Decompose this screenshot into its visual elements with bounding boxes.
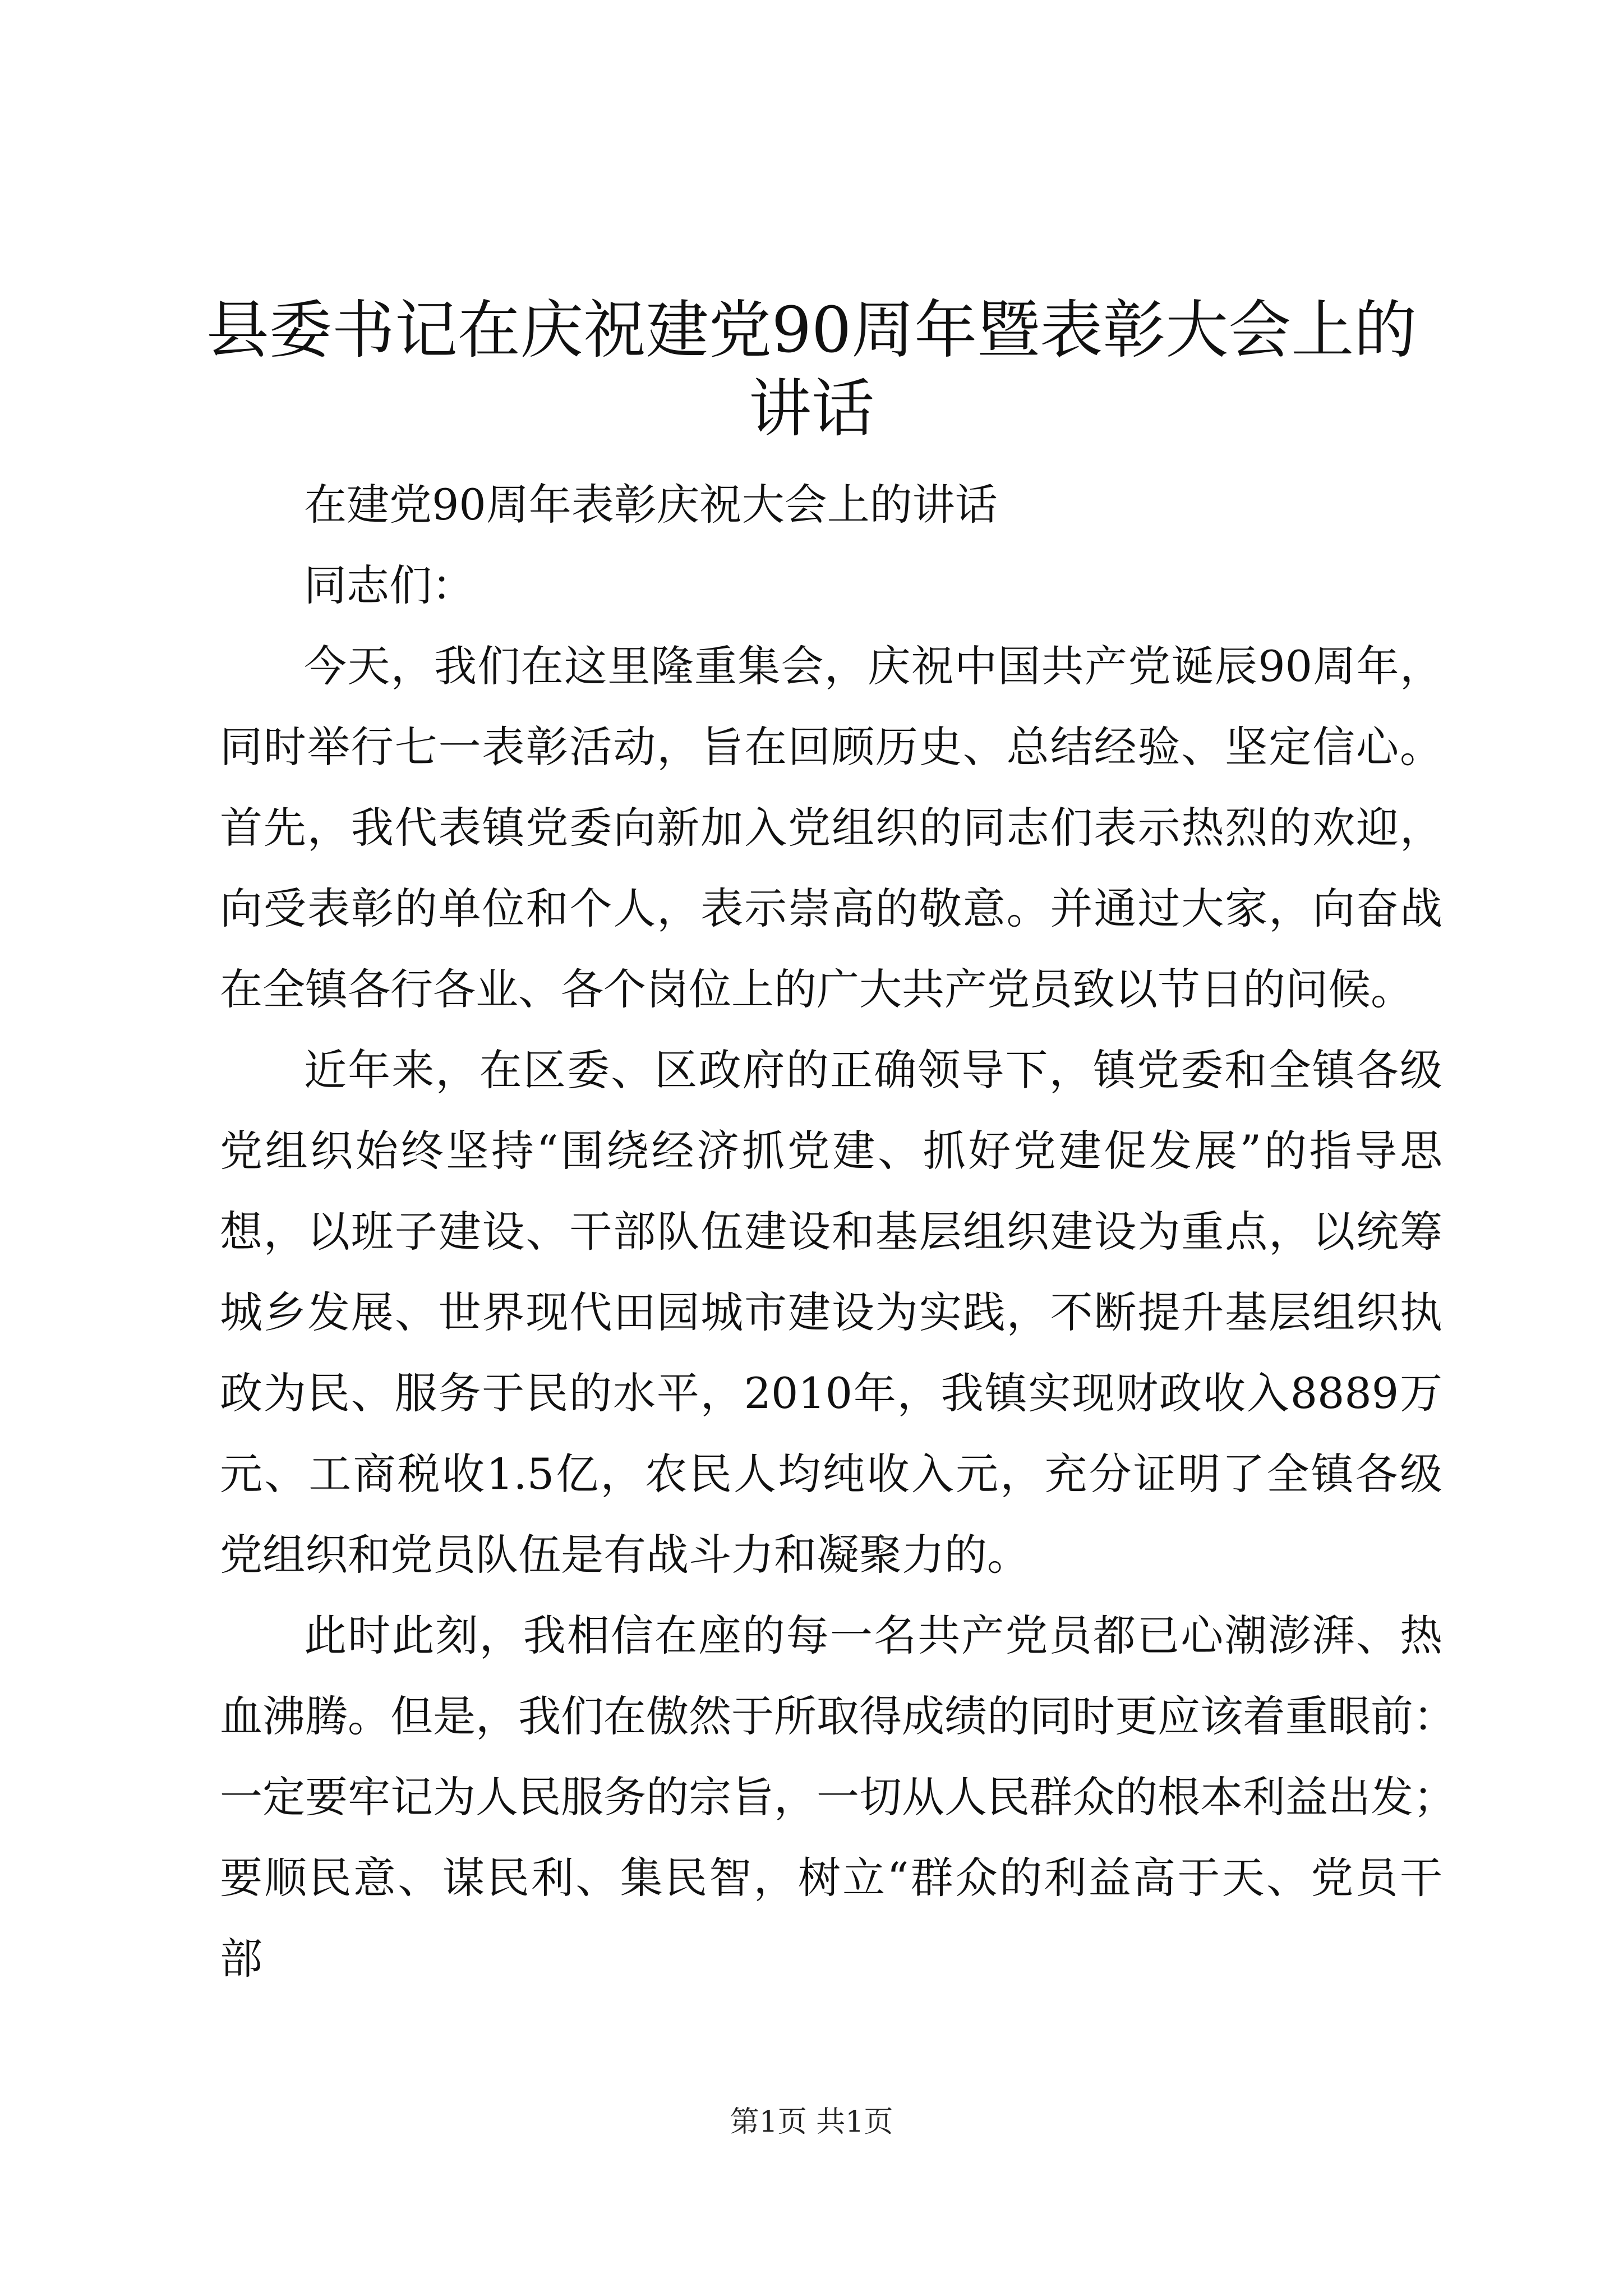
paragraph-line: 部 [220,1934,262,1984]
document-title-line1: 县委书记在庆祝建党90周年暨表彰大会上的 [206,294,1417,367]
paragraph-line: 一定要牢记为人民服务的宗旨，一切从人民群众的根本利益出发； [220,1772,1456,1822]
subtitle-line: 在建党90周年表彰庆祝大会上的讲话 [304,480,998,530]
paragraph-line: 想，以班子建设、干部队伍建设和基层组织建设为重点，以统筹 [220,1207,1442,1257]
paragraph-line: 血沸腾。但是，我们在傲然于所取得成绩的同时更应该着重眼前： [220,1691,1456,1741]
paragraph-line: 党组织始终坚持“围绕经济抓党建、抓好党建促发展”的指导思 [220,1126,1442,1176]
paragraph-line: 今天，我们在这里隆重集会，庆祝中国共产党诞辰90周年， [304,641,1442,691]
paragraph-line: 近年来，在区委、区政府的正确领导下，镇党委和全镇各级 [304,1045,1442,1095]
paragraph-line: 首先，我代表镇党委向新加入党组织的同志们表示热烈的欢迎， [220,803,1442,853]
paragraph-line: 在全镇各行各业、各个岗位上的广大共产党员致以节日的问候。 [220,964,1413,1014]
paragraph-line: 政为民、服务于民的水平，2010年，我镇实现财政收入8889万 [220,1368,1442,1418]
paragraph-line: 向受表彰的单位和个人，表示崇高的敬意。并通过大家，向奋战 [220,884,1442,933]
paragraph-line: 此时此刻，我相信在座的每一名共产党员都已心潮澎湃、热 [304,1611,1442,1660]
paragraph-line: 同时举行七一表彰活动，旨在回顾历史、总结经验、坚定信心。 [220,722,1442,772]
paragraph-line: 要顺民意、谋民利、集民智，树立“群众的利益高于天、党员干 [220,1853,1442,1903]
paragraph-line: 元、工商税收1.5亿，农民人均纯收入元，充分证明了全镇各级 [220,1449,1442,1499]
page-footer: 第1页 共1页 [730,2105,893,2139]
paragraph-line: 党组织和党员队伍是有战斗力和凝聚力的。 [220,1530,1030,1580]
document-title-line2: 讲话 [749,372,874,445]
salutation-line: 同志们： [304,560,474,610]
paragraph-line: 城乡发展、世界现代田园城市建设为实践，不断提升基层组织执 [220,1287,1442,1337]
